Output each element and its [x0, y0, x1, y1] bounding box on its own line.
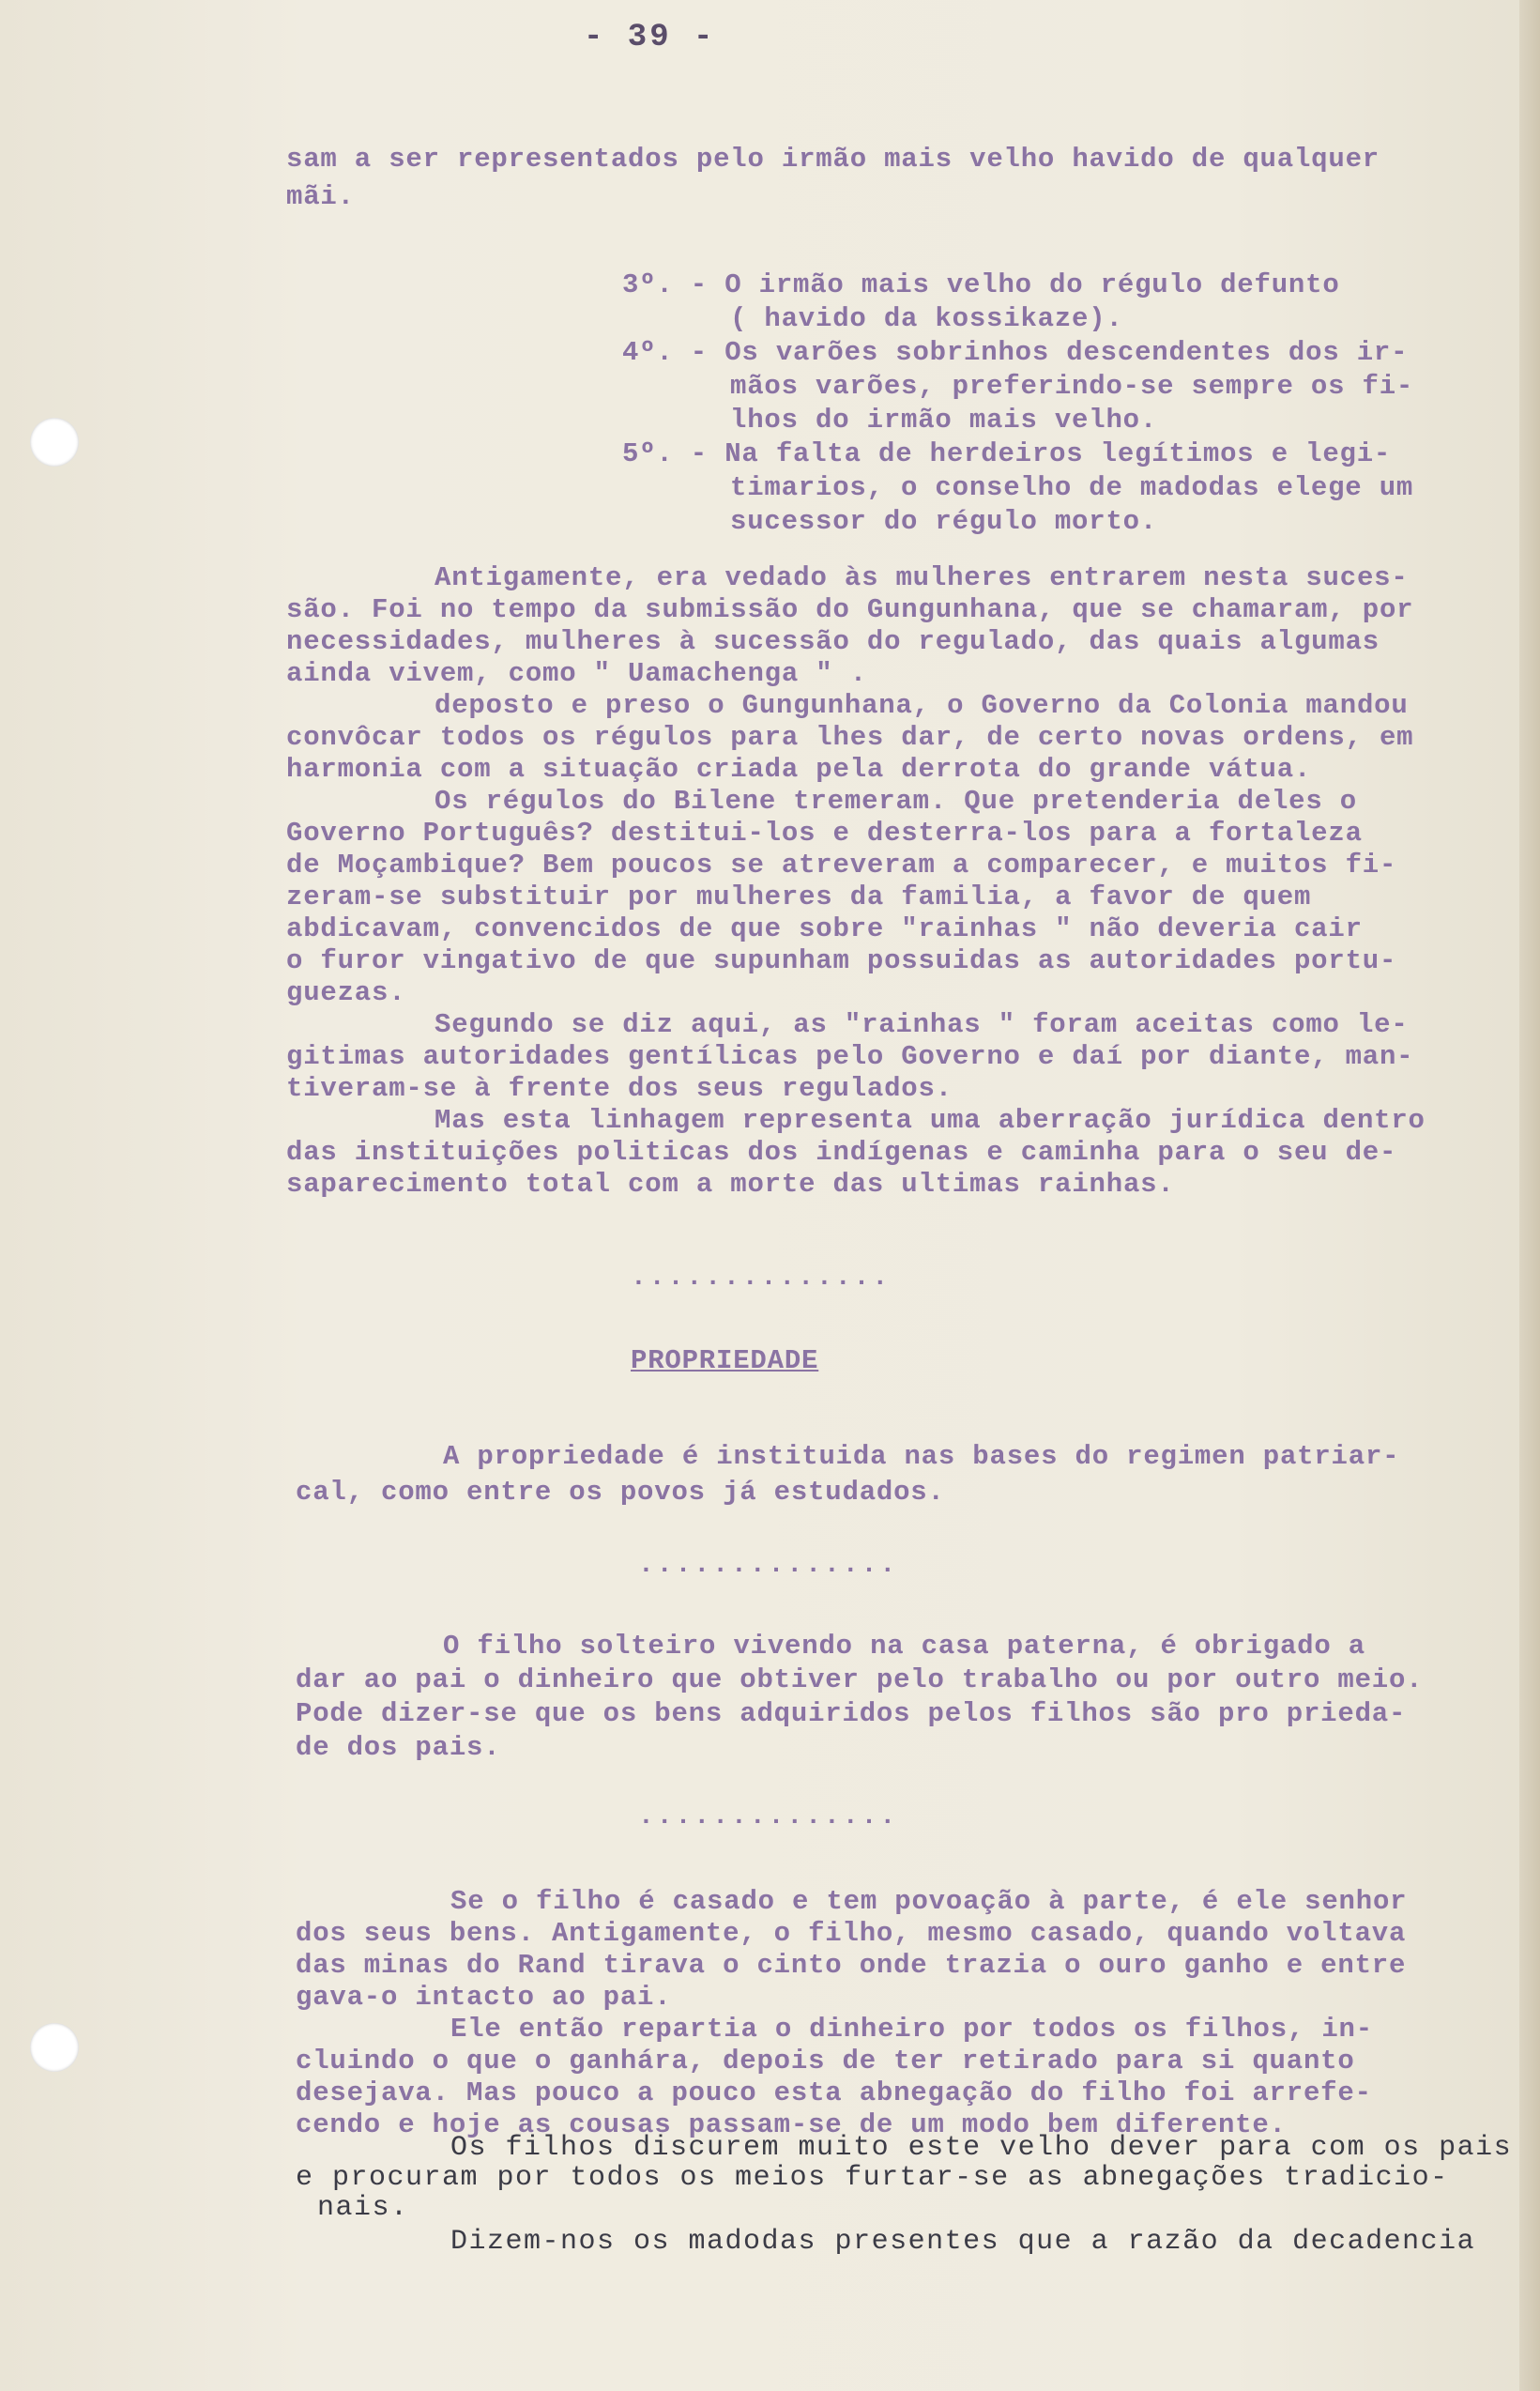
text-line: Mas esta linhagem representa uma aberração jurídica dentro [435, 1105, 1426, 1136]
text-line: de Moçambique? Bem poucos se atreveram a comparecer, e muitos fi- [286, 850, 1397, 881]
text-line: Segundo se diz aqui, as "rainhas " foram aceitas como le- [435, 1009, 1409, 1040]
text-line: ainda vivem, como " Uamachenga " . [286, 658, 867, 689]
text-line: Os filhos discurem muito este velho dever para com os pais [450, 2132, 1513, 2164]
text-line: deposto e preso o Gungunhana, o Governo da Colonia mandou [435, 690, 1409, 721]
text-line: desejava. Mas pouco a pouco esta abnegação do filho foi arrefe- [296, 2077, 1372, 2108]
text-line: sucessor do régulo morto. [730, 506, 1158, 537]
text-line: Governo Português? destitui-los e desterra-los para a fortaleza [286, 818, 1363, 849]
text-line: o furor vingativo de que supunham possuidas as autoridades portu- [286, 945, 1397, 976]
text-line: sam a ser representados pelo irmão mais velho havido de qualquer [286, 144, 1380, 175]
text-line: timarios, o conselho de madodas elege um [730, 472, 1414, 503]
text-line: abdicavam, convencidos de que sobre "rainhas " não deveria cair [286, 913, 1363, 944]
text-line: guezas. [286, 977, 406, 1008]
page-number: - 39 - [584, 20, 716, 55]
text-line: A propriedade é instituida nas bases do regimen patriar- [443, 1441, 1400, 1472]
text-line: de dos pais. [296, 1732, 501, 1763]
text-line: saparecimento total com a morte das ultimas rainhas. [286, 1169, 1175, 1200]
separator-dots: .............. [638, 1551, 899, 1580]
text-line: ( havido da kossikaze). [730, 303, 1123, 334]
text-line: gava-o intacto ao pai. [296, 1982, 672, 2013]
text-line: dar ao pai o dinheiro que obtiver pelo trabalho ou por outro meio. [296, 1664, 1424, 1695]
text-line: O filho solteiro vivendo na casa paterna, é obrigado a [443, 1631, 1365, 1662]
text-line: 4º. - Os varões sobrinhos descendentes dos ir- [622, 337, 1409, 368]
text-line: necessidades, mulheres à sucessão do regulado, das quais algumas [286, 626, 1380, 657]
paper-edge [1519, 0, 1540, 2391]
text-line: Antigamente, era vedado às mulheres entrarem nesta suces- [435, 562, 1409, 593]
text-line: 3º. - O irmão mais velho do régulo defunto [622, 269, 1340, 300]
text-line: nais. [317, 2192, 409, 2224]
text-line: harmonia com a situação criada pela derrota do grande vátua. [286, 754, 1312, 785]
text-line: convôcar todos os régulos para lhes dar, de certo novas ordens, em [286, 722, 1414, 753]
text-line: e procuram por todos os meios furtar-se as abnegações tradicio- [296, 2162, 1449, 2194]
text-line: mãos varões, preferindo-se sempre os fi- [730, 371, 1414, 402]
text-line: lhos do irmão mais velho. [730, 405, 1158, 436]
punch-hole [30, 418, 79, 467]
text-line: cluindo o que o ganhára, depois de ter retirado para si quanto [296, 2046, 1355, 2077]
separator-dots: .............. [638, 1802, 899, 1832]
text-line: Dizem-nos os madodas presentes que a razão da decadencia [450, 2226, 1476, 2258]
text-line: tiveram-se à frente dos seus regulados. [286, 1073, 953, 1104]
text-line: são. Foi no tempo da submissão do Gungunhana, que se chamaram, por [286, 594, 1414, 625]
text-line: Os régulos do Bilene tremeram. Que pretenderia deles o [435, 786, 1357, 817]
text-line: das instituições politicas dos indígenas e caminha para o seu de- [286, 1137, 1397, 1168]
text-line: cendo e hoje as cousas passam-se de um modo bem diferente. [296, 2109, 1287, 2140]
text-line: mãi. [286, 181, 355, 212]
punch-hole [30, 2023, 79, 2072]
text-line: Se o filho é casado e tem povoação à parte, é ele senhor [450, 1886, 1408, 1917]
text-line: cal, como entre os povos já estudados. [296, 1477, 945, 1508]
text-line: 5º. - Na falta de herdeiros legítimos e legi- [622, 438, 1392, 469]
section-heading: PROPRIEDADE [631, 1345, 819, 1376]
text-line: Ele então repartia o dinheiro por todos os filhos, in- [450, 2014, 1373, 2045]
text-line: gitimas autoridades gentílicas pelo Governo e daí por diante, man- [286, 1041, 1414, 1072]
text-line: Pode dizer-se que os bens adquiridos pelos filhos são pro prieda- [296, 1698, 1407, 1729]
text-line: dos seus bens. Antigamente, o filho, mesmo casado, quando voltava [296, 1918, 1407, 1949]
text-line: zeram-se substituir por mulheres da familia, a favor de quem [286, 881, 1312, 912]
separator-dots: .............. [631, 1264, 892, 1293]
text-line: das minas do Rand tirava o cinto onde trazia o ouro ganho e entre [296, 1950, 1407, 1981]
